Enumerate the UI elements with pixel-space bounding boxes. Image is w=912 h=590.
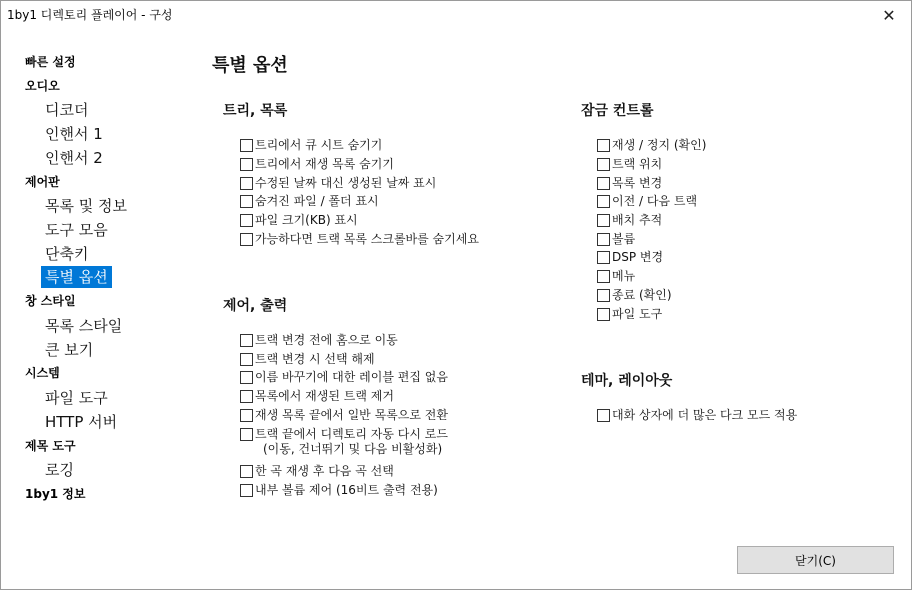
option-hide-playlists[interactable]: 트리에서 재생 목록 숨기기 (240, 157, 394, 172)
checkbox[interactable] (240, 409, 253, 422)
option-lock-exit[interactable]: 종료 (확인) (597, 288, 672, 303)
checkbox[interactable] (597, 233, 610, 246)
checkbox[interactable] (240, 177, 253, 190)
option-internal-volume[interactable]: 내부 볼륨 제어 (16비트 출력 전용) (240, 483, 438, 498)
option-show-hidden-files[interactable]: 숨겨진 파일 / 폴더 표시 (240, 194, 379, 209)
checkbox[interactable] (597, 139, 610, 152)
section-title-theme: 테마, 레이아웃 (581, 373, 673, 389)
checkbox[interactable] (597, 158, 610, 171)
option-lock-menu[interactable]: 메뉴 (597, 269, 635, 284)
checkbox[interactable] (240, 334, 253, 347)
option-show-created-date[interactable]: 수정된 날짜 대신 생성된 날짜 표시 (240, 176, 436, 191)
option-lock-list-change[interactable]: 목록 변경 (597, 176, 662, 191)
option-hide-scrollbar[interactable]: 가능하다면 트랙 목록 스크롤바를 숨기세요 (240, 232, 479, 247)
checkbox[interactable] (240, 371, 253, 384)
sidebar-item-enhancer-2[interactable]: 인핸서 2 (45, 149, 103, 167)
nav-category-quick[interactable]: 빠른 설정 (25, 55, 76, 69)
checkbox[interactable] (240, 465, 253, 478)
option-auto-reload-directory[interactable]: 트랙 끝에서 디렉토리 자동 다시 로드 (이동, 건너뛰기 및 다음 비활성화) (240, 427, 448, 457)
option-switch-to-normal-list[interactable]: 재생 목록 끝에서 일반 목록으로 전환 (240, 408, 448, 423)
checkbox[interactable] (240, 158, 253, 171)
checkbox[interactable] (597, 195, 610, 208)
checkbox[interactable] (240, 139, 253, 152)
sidebar-item-large-view[interactable]: 큰 보기 (45, 341, 94, 359)
option-lock-track-position[interactable]: 트랙 위치 (597, 157, 662, 172)
sidebar-item-logging[interactable]: 로깅 (45, 461, 74, 479)
option-lock-dsp[interactable]: DSP 변경 (597, 250, 663, 265)
nav-category-window-style[interactable]: 창 스타일 (25, 294, 76, 308)
sidebar-item-list-style[interactable]: 목록 스타일 (45, 317, 123, 335)
checkbox[interactable] (597, 270, 610, 283)
close-button[interactable]: 닫기(C) (737, 546, 894, 574)
checkbox[interactable] (597, 251, 610, 264)
option-dark-mode-dialogs[interactable]: 대화 상자에 더 많은 다크 모드 적용 (597, 408, 797, 423)
checkbox[interactable] (240, 233, 253, 246)
sidebar-item-file-tools[interactable]: 파일 도구 (45, 389, 108, 407)
checkbox[interactable] (240, 390, 253, 403)
nav-category-about[interactable]: 1by1 정보 (25, 487, 86, 501)
nav-category-audio[interactable]: 오디오 (25, 79, 60, 93)
option-remove-played-tracks[interactable]: 목록에서 재생된 트랙 제거 (240, 389, 394, 404)
window-title: 1by1 디렉토리 플레이어 - 구성 (7, 8, 173, 22)
option-lock-prev-next[interactable]: 이전 / 다음 트랙 (597, 194, 697, 209)
checkbox[interactable] (240, 195, 253, 208)
option-hide-cue-sheets[interactable]: 트리에서 큐 시트 숨기기 (240, 138, 382, 153)
checkbox[interactable] (240, 353, 253, 366)
section-title-control: 제어, 출력 (223, 298, 288, 314)
checkbox[interactable] (240, 428, 253, 441)
sidebar-item-decoder[interactable]: 디코더 (45, 101, 89, 119)
close-icon[interactable]: ✕ (882, 5, 896, 25)
checkbox[interactable] (240, 484, 253, 497)
option-no-label-edit[interactable]: 이름 바꾸기에 대한 레이블 편집 없음 (240, 370, 448, 385)
option-go-home-before-change[interactable]: 트랙 변경 전에 홈으로 이동 (240, 333, 398, 348)
section-title-lock: 잠금 컨트롤 (581, 103, 654, 119)
option-lock-file-tools[interactable]: 파일 도구 (597, 307, 662, 322)
sidebar-item-toolbar[interactable]: 도구 모음 (45, 221, 108, 239)
option-lock-play-stop[interactable]: 재생 / 정지 (확인) (597, 138, 706, 153)
option-lock-volume[interactable]: 볼륨 (597, 232, 635, 247)
option-lock-batch-tracking[interactable]: 배치 추적 (597, 213, 662, 228)
option-select-next-after-one[interactable]: 한 곡 재생 후 다음 곡 선택 (240, 464, 394, 479)
checkbox[interactable] (597, 409, 610, 422)
nav-category-control[interactable]: 제어판 (25, 175, 60, 189)
section-title-tree: 트리, 목록 (223, 103, 288, 119)
checkbox[interactable] (597, 177, 610, 190)
checkbox[interactable] (597, 308, 610, 321)
page-title: 특별 옵션 (212, 55, 288, 76)
checkbox[interactable] (597, 289, 610, 302)
checkbox[interactable] (240, 214, 253, 227)
option-deselect-on-change[interactable]: 트랙 변경 시 선택 해제 (240, 352, 375, 367)
sidebar-item-list-info[interactable]: 목록 및 정보 (45, 197, 127, 215)
nav-category-system[interactable]: 시스템 (25, 366, 60, 380)
sidebar-item-enhancer-1[interactable]: 인핸서 1 (45, 125, 103, 143)
nav-category-title-tools[interactable]: 제목 도구 (25, 439, 76, 453)
sidebar-item-http-server[interactable]: HTTP 서버 (45, 413, 118, 431)
checkbox[interactable] (597, 214, 610, 227)
sidebar-item-special-options[interactable]: 특별 옵션 (41, 266, 112, 288)
sidebar-item-shortcuts[interactable]: 단축키 (45, 245, 89, 263)
option-show-file-size[interactable]: 파일 크기(KB) 표시 (240, 213, 358, 228)
